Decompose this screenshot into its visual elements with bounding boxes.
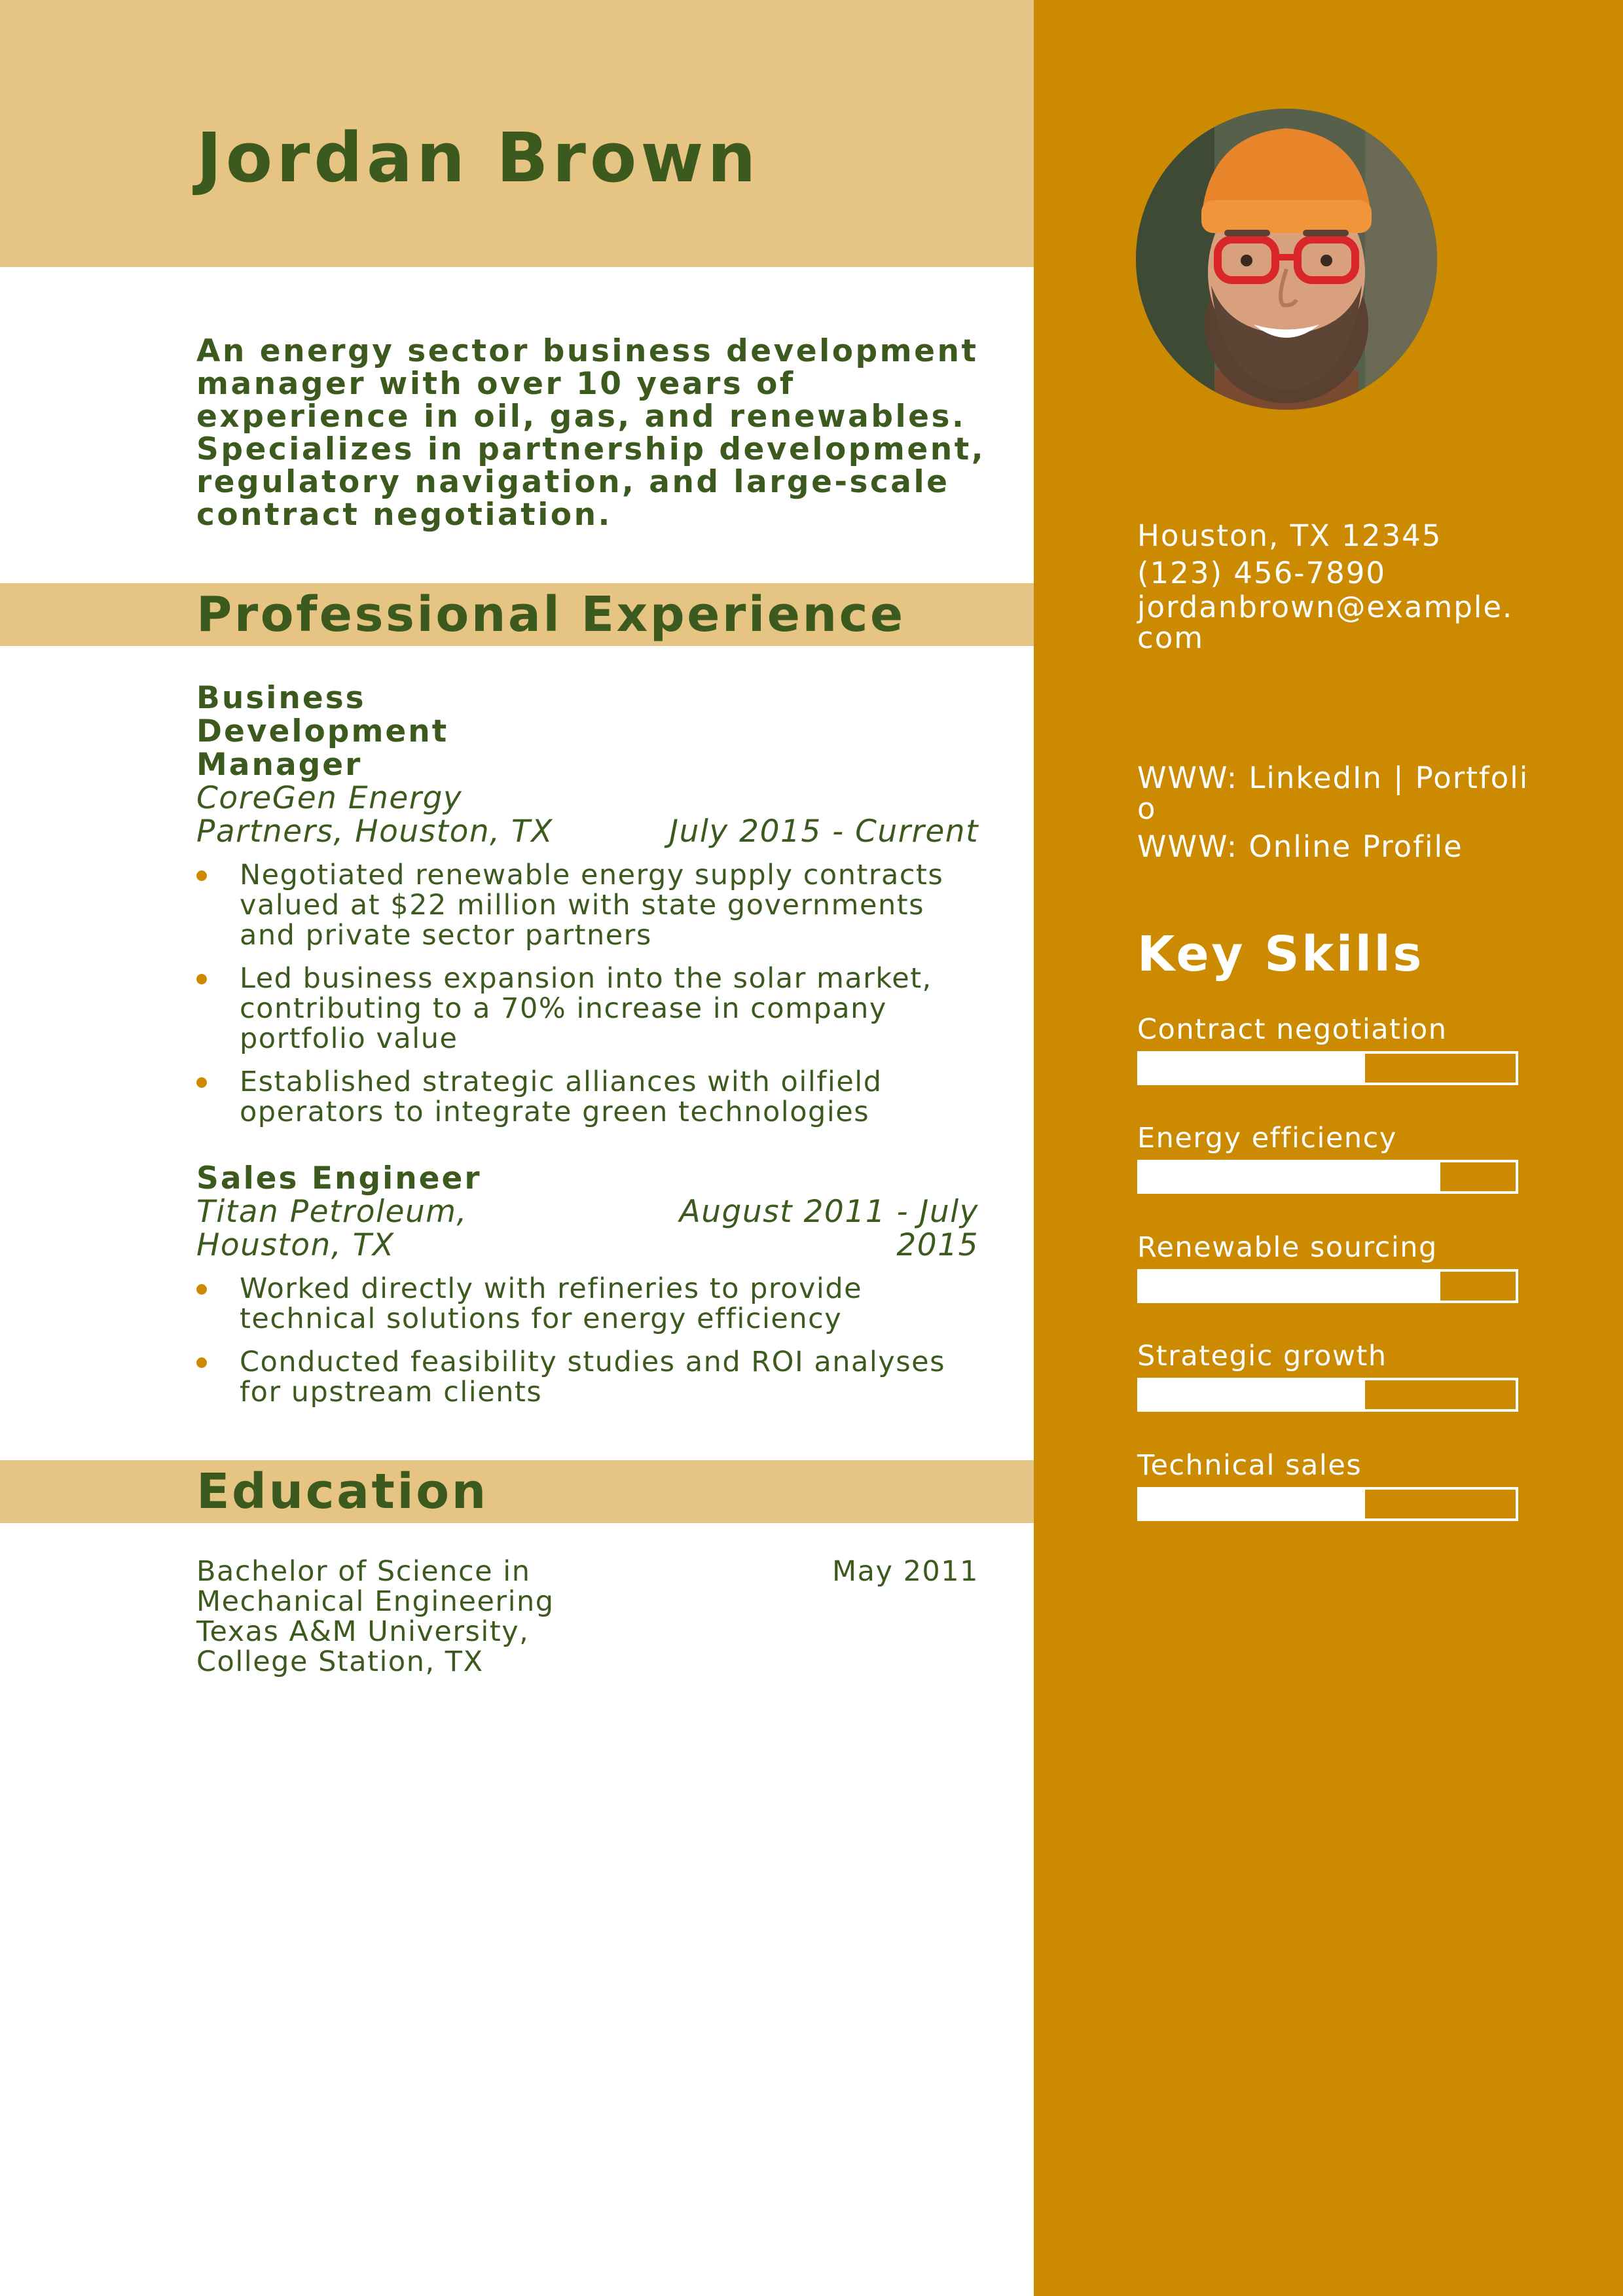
candidate-name: Jordan Brown: [196, 118, 760, 198]
skill-fill: [1140, 1380, 1365, 1409]
bullet-text: Conducted feasibility studies and ROI analyses for upstream clients: [240, 1346, 945, 1408]
job-dates: July 2015 - Current: [669, 814, 979, 850]
job-entry: [196, 681, 979, 1140]
phone: (123) 456-7890: [1137, 556, 1386, 590]
skill-fill: [1140, 1272, 1440, 1300]
skill-bar: [1137, 1269, 1518, 1303]
education-heading: Education: [196, 1463, 488, 1520]
list-item: [196, 963, 979, 1054]
list-item: [196, 1347, 979, 1407]
list-item: [196, 1067, 979, 1127]
job-title: Business Development Manager: [196, 680, 449, 783]
graduation-date: May 2011: [832, 1555, 979, 1588]
email[interactable]: jordanbrown@example.com: [1137, 590, 1514, 655]
skill-label: Energy efficiency: [1137, 1122, 1397, 1155]
education-section-band: [0, 1460, 1034, 1523]
school: Texas A&M University, College Station, TX: [196, 1615, 530, 1678]
job-meta: [196, 1195, 979, 1262]
skill-label: Strategic growth: [1137, 1340, 1387, 1372]
header-band: [0, 0, 1034, 267]
job-bullets: [196, 1274, 979, 1407]
portrait-illustration: [1136, 109, 1437, 410]
bullet-text: Negotiated renewable energy supply contracts valued at $22 million with state governments and private sector partners: [240, 859, 944, 952]
experience-heading: Professional Experience: [196, 586, 905, 643]
address: Houston, TX 12345: [1137, 518, 1442, 553]
skill-item: [1137, 1013, 1518, 1085]
experience-section-band: [0, 583, 1034, 646]
profile-photo: [1136, 109, 1437, 410]
education-entry: [196, 1556, 979, 1677]
sidebar: [1034, 0, 1623, 2296]
skill-label: Renewable sourcing: [1137, 1231, 1438, 1264]
job-entry: [196, 1162, 979, 1420]
job-dates: August 2011 - July 2015: [679, 1194, 979, 1263]
web-link-secondary[interactable]: WWW: Online Profile: [1137, 829, 1463, 864]
skill-item: [1137, 1449, 1518, 1521]
skill-label: Contract negotiation: [1137, 1013, 1448, 1046]
skill-bar: [1137, 1160, 1518, 1194]
list-item: [196, 860, 979, 950]
bullet-dot: [196, 1077, 207, 1088]
bullet-text: Worked directly with refineries to provide technical solutions for energy efficiency: [240, 1272, 863, 1335]
web-links: [1137, 762, 1530, 865]
web-link-primary[interactable]: WWW: LinkedIn | Portfolio: [1137, 761, 1529, 826]
skill-item: [1137, 1122, 1518, 1194]
job-bullets: [196, 860, 979, 1127]
bullet-dot: [196, 974, 207, 984]
job-meta: [196, 781, 979, 848]
skill-bar: [1137, 1487, 1518, 1521]
job-company: CoreGen Energy Partners, Houston, TX: [196, 780, 553, 850]
bullet-dot: [196, 870, 207, 881]
skill-label: Technical sales: [1137, 1449, 1362, 1482]
bullet-text: Led business expansion into the solar market, contributing to a 70% increase in company portfolio value: [240, 962, 932, 1055]
profile-summary: An energy sector business development manager with over 10 years of experience in oil, gas, and renewables. Specializes in partnership development, regulatory navigation, and large-scale contract negotiation.: [196, 333, 986, 533]
skill-bar: [1137, 1378, 1518, 1412]
skill-fill: [1140, 1162, 1440, 1191]
contact-block: [1137, 517, 1530, 653]
skill-fill: [1140, 1054, 1365, 1083]
job-title: Sales Engineer: [196, 1160, 482, 1196]
bullet-text: Established strategic alliances with oilfield operators to integrate green technologies: [240, 1066, 883, 1128]
skill-item: [1137, 1231, 1518, 1303]
skill-item: [1137, 1340, 1518, 1412]
skill-fill: [1140, 1490, 1365, 1518]
bullet-dot: [196, 1357, 207, 1368]
job-company: Titan Petroleum, Houston, TX: [196, 1194, 467, 1263]
skill-bar: [1137, 1051, 1518, 1085]
degree: Bachelor of Science in Mechanical Engineering: [196, 1555, 555, 1618]
bullet-dot: [196, 1284, 207, 1295]
list-item: [196, 1274, 979, 1334]
skills-heading: Key Skills: [1137, 926, 1424, 982]
